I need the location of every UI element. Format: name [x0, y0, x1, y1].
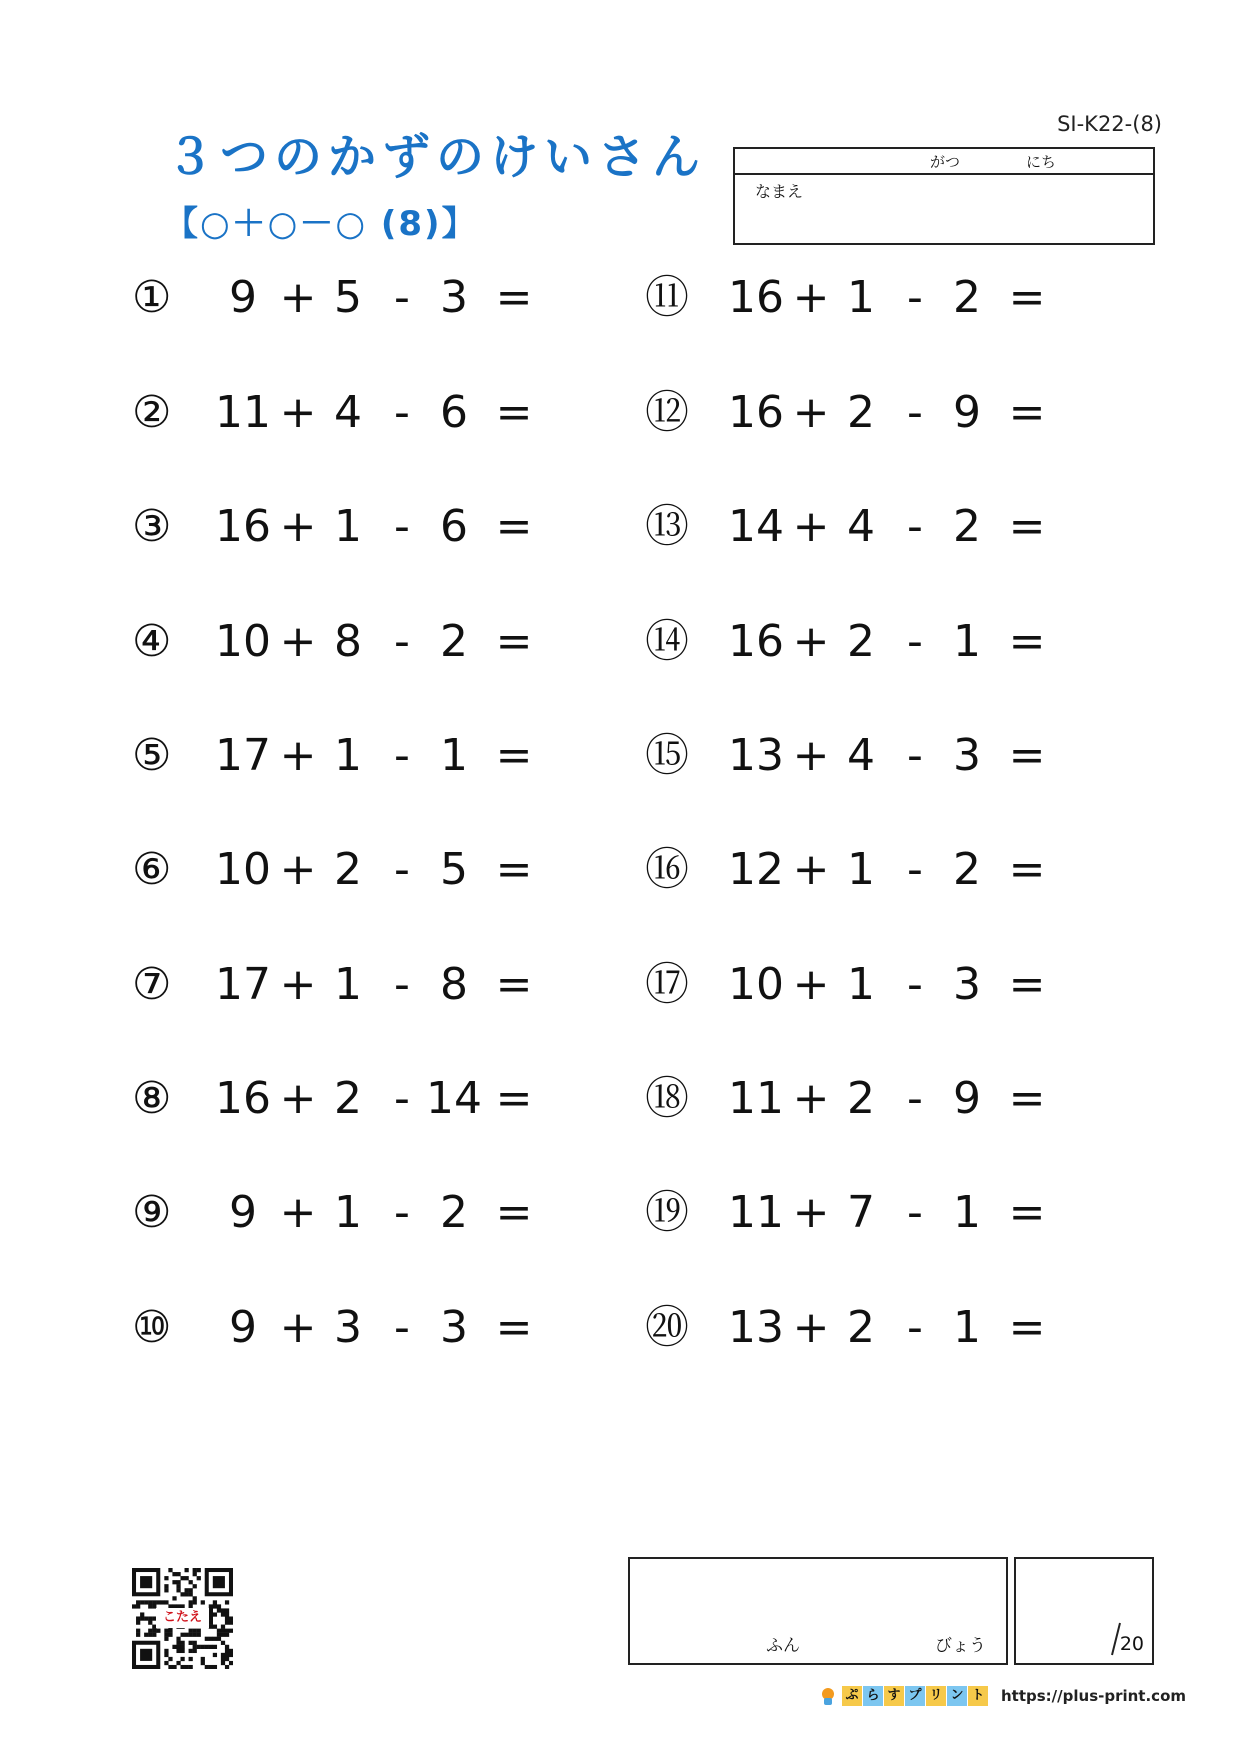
problem-b: 2 [334, 1073, 362, 1124]
problem-eq: = [495, 1302, 533, 1353]
problem-eq: = [495, 844, 533, 895]
brand-char: ン [947, 1686, 967, 1706]
problem-b: 2 [847, 616, 875, 667]
problem-plus: + [279, 1187, 317, 1238]
problem-b: 2 [847, 387, 875, 438]
problem-num: ① [132, 272, 172, 323]
site-url[interactable]: https://plus-print.com [1001, 1687, 1187, 1705]
brand-char: ト [968, 1686, 988, 1706]
problem-row [132, 383, 552, 443]
problem-minus: - [907, 616, 923, 667]
problem-minus: - [907, 1302, 923, 1353]
problem-row [645, 1069, 1065, 1129]
problem-a: 16 [728, 616, 784, 667]
problem-num: ⑯ [645, 844, 689, 895]
problem-plus: + [792, 272, 830, 323]
problem-eq: = [495, 272, 533, 323]
problem-c: 3 [440, 272, 468, 323]
problem-num: ③ [132, 501, 172, 552]
problem-row [645, 612, 1065, 672]
problem-b: 1 [847, 959, 875, 1010]
problem-minus: - [394, 844, 410, 895]
brand-char: ぷ [842, 1686, 862, 1706]
problem-plus: + [279, 959, 317, 1010]
problem-b: 8 [334, 616, 362, 667]
problem-a: 11 [215, 387, 271, 438]
brand-char: ら [863, 1686, 883, 1706]
problem-plus: + [792, 959, 830, 1010]
problem-num: ⑥ [132, 844, 172, 895]
problem-plus: + [792, 1187, 830, 1238]
problem-minus: - [394, 1302, 410, 1353]
problem-row [132, 726, 552, 786]
problem-num: ⑤ [132, 730, 172, 781]
problem-b: 7 [847, 1187, 875, 1238]
problem-a: 14 [728, 501, 784, 552]
problem-minus: - [394, 387, 410, 438]
problem-a: 12 [728, 844, 784, 895]
brand-logo [842, 1686, 989, 1706]
problem-c: 2 [953, 844, 981, 895]
problem-b: 1 [847, 844, 875, 895]
problem-c: 9 [953, 1073, 981, 1124]
problem-num: ⑩ [132, 1302, 172, 1353]
problem-plus: + [792, 1302, 830, 1353]
problem-a: 9 [229, 1302, 257, 1353]
problem-c: 2 [440, 1187, 468, 1238]
problem-b: 1 [847, 272, 875, 323]
problem-row [132, 497, 552, 557]
problem-b: 4 [847, 501, 875, 552]
problem-c: 1 [440, 730, 468, 781]
problem-c: 3 [440, 1302, 468, 1353]
problem-b: 4 [334, 387, 362, 438]
problem-b: 2 [847, 1073, 875, 1124]
problem-plus: + [279, 272, 317, 323]
problem-plus: + [792, 730, 830, 781]
problem-eq: = [1008, 730, 1046, 781]
problem-b: 1 [334, 1187, 362, 1238]
problem-num: ④ [132, 616, 172, 667]
problem-num: ⑳ [645, 1302, 689, 1353]
problem-minus: - [394, 272, 410, 323]
problem-b: 1 [334, 730, 362, 781]
problem-eq: = [495, 1187, 533, 1238]
problem-b: 1 [334, 501, 362, 552]
problem-plus: + [279, 501, 317, 552]
problem-num: ⑪ [645, 272, 689, 323]
problem-a: 16 [215, 1073, 271, 1124]
problem-plus: + [792, 387, 830, 438]
seconds-label: びょう [935, 1636, 986, 1656]
problem-b: 2 [334, 844, 362, 895]
problem-eq: = [1008, 1302, 1046, 1353]
problem-row [132, 1069, 552, 1129]
problem-row [645, 1298, 1065, 1358]
problem-num: ⑬ [645, 501, 689, 552]
brand-char: す [884, 1686, 904, 1706]
problem-eq: = [495, 387, 533, 438]
problem-minus: - [394, 501, 410, 552]
brand-char: リ [926, 1686, 946, 1706]
problem-plus: + [792, 1073, 830, 1124]
problem-row [645, 726, 1065, 786]
problem-row [645, 955, 1065, 1015]
problem-num: ⑮ [645, 730, 689, 781]
problem-plus: + [279, 730, 317, 781]
page-subtitle: 【○＋○－○ (8)】 [164, 204, 478, 244]
problem-minus: - [907, 272, 923, 323]
problem-minus: - [907, 959, 923, 1010]
problem-minus: - [394, 1187, 410, 1238]
problem-row [132, 1183, 552, 1243]
problem-c: 9 [953, 387, 981, 438]
problem-a: 17 [215, 959, 271, 1010]
problem-minus: - [394, 1073, 410, 1124]
date-row[interactable] [735, 149, 1153, 175]
problem-c: 14 [426, 1073, 482, 1124]
problem-plus: + [279, 1073, 317, 1124]
problem-minus: - [907, 387, 923, 438]
problem-eq: = [495, 1073, 533, 1124]
mascot-icon [818, 1686, 838, 1706]
worksheet-code: SI-K22-(8) [1057, 112, 1162, 136]
brand-char: プ [905, 1686, 925, 1706]
problem-row [132, 612, 552, 672]
problem-num: ⑧ [132, 1073, 172, 1124]
name-date-box [733, 147, 1155, 245]
problem-eq: = [1008, 959, 1046, 1010]
problem-c: 1 [953, 1187, 981, 1238]
brand-footer [818, 1684, 1186, 1708]
problem-a: 17 [215, 730, 271, 781]
problem-a: 11 [728, 1073, 784, 1124]
problem-eq: = [1008, 1187, 1046, 1238]
problem-num: ⑰ [645, 959, 689, 1010]
problem-row [645, 383, 1065, 443]
problem-row [132, 1298, 552, 1358]
problem-c: 6 [440, 501, 468, 552]
problem-eq: = [1008, 501, 1046, 552]
problem-num: ⑲ [645, 1187, 689, 1238]
problem-c: 2 [440, 616, 468, 667]
problem-c: 2 [953, 272, 981, 323]
problem-num: ② [132, 387, 172, 438]
problem-eq: = [495, 501, 533, 552]
problem-row [645, 497, 1065, 557]
problem-eq: = [1008, 1073, 1046, 1124]
problem-eq: = [495, 616, 533, 667]
problem-minus: - [394, 616, 410, 667]
problem-a: 16 [215, 501, 271, 552]
problem-a: 16 [728, 272, 784, 323]
problem-eq: = [1008, 844, 1046, 895]
score-box[interactable] [1014, 1557, 1154, 1665]
problem-eq: = [495, 730, 533, 781]
problem-c: 8 [440, 959, 468, 1010]
problem-num: ⑫ [645, 387, 689, 438]
problem-plus: + [279, 1302, 317, 1353]
problem-plus: + [792, 616, 830, 667]
problem-a: 13 [728, 1302, 784, 1353]
problem-a: 13 [728, 730, 784, 781]
problem-minus: - [907, 501, 923, 552]
problem-plus: + [279, 844, 317, 895]
month-label: がつ [930, 153, 961, 171]
problem-minus: - [907, 1187, 923, 1238]
problem-c: 6 [440, 387, 468, 438]
problem-b: 1 [334, 959, 362, 1010]
problem-minus: - [907, 730, 923, 781]
problem-num: ⑭ [645, 616, 689, 667]
problem-c: 1 [953, 1302, 981, 1353]
problem-minus: - [907, 1073, 923, 1124]
minutes-label: ふん [766, 1636, 800, 1656]
problem-eq: = [1008, 616, 1046, 667]
problem-row [645, 840, 1065, 900]
problem-plus: + [279, 387, 317, 438]
problem-eq: = [1008, 272, 1046, 323]
problem-a: 9 [229, 1187, 257, 1238]
problem-c: 5 [440, 844, 468, 895]
name-label: なまえ [755, 182, 804, 201]
problem-minus: - [907, 844, 923, 895]
problem-b: 3 [334, 1302, 362, 1353]
time-box[interactable] [628, 1557, 1008, 1665]
problem-c: 1 [953, 616, 981, 667]
problem-row [645, 268, 1065, 328]
problem-num: ⑨ [132, 1187, 172, 1238]
day-label: にち [1026, 153, 1057, 171]
answer-qr-code[interactable] [132, 1568, 233, 1669]
problem-b: 4 [847, 730, 875, 781]
problem-a: 16 [728, 387, 784, 438]
problem-plus: + [792, 501, 830, 552]
problem-plus: + [792, 844, 830, 895]
problem-c: 3 [953, 730, 981, 781]
problem-a: 10 [728, 959, 784, 1010]
problem-eq: = [495, 959, 533, 1010]
problem-num: ⑦ [132, 959, 172, 1010]
score-total: 20 [1119, 1633, 1144, 1655]
problem-minus: - [394, 959, 410, 1010]
problem-row [132, 268, 552, 328]
problem-c: 2 [953, 501, 981, 552]
problem-minus: - [394, 730, 410, 781]
problem-row [645, 1183, 1065, 1243]
problem-eq: = [1008, 387, 1046, 438]
problem-b: 2 [847, 1302, 875, 1353]
problem-b: 5 [334, 272, 362, 323]
problem-a: 10 [215, 844, 271, 895]
problem-a: 9 [229, 272, 257, 323]
problem-c: 3 [953, 959, 981, 1010]
problem-row [132, 840, 552, 900]
problem-row [132, 955, 552, 1015]
page-title: ３つのかずのけいさん [166, 129, 707, 185]
problem-num: ⑱ [645, 1073, 689, 1124]
problem-plus: + [279, 616, 317, 667]
answer-label: こたえ [156, 1608, 209, 1628]
problem-a: 11 [728, 1187, 784, 1238]
problem-a: 10 [215, 616, 271, 667]
